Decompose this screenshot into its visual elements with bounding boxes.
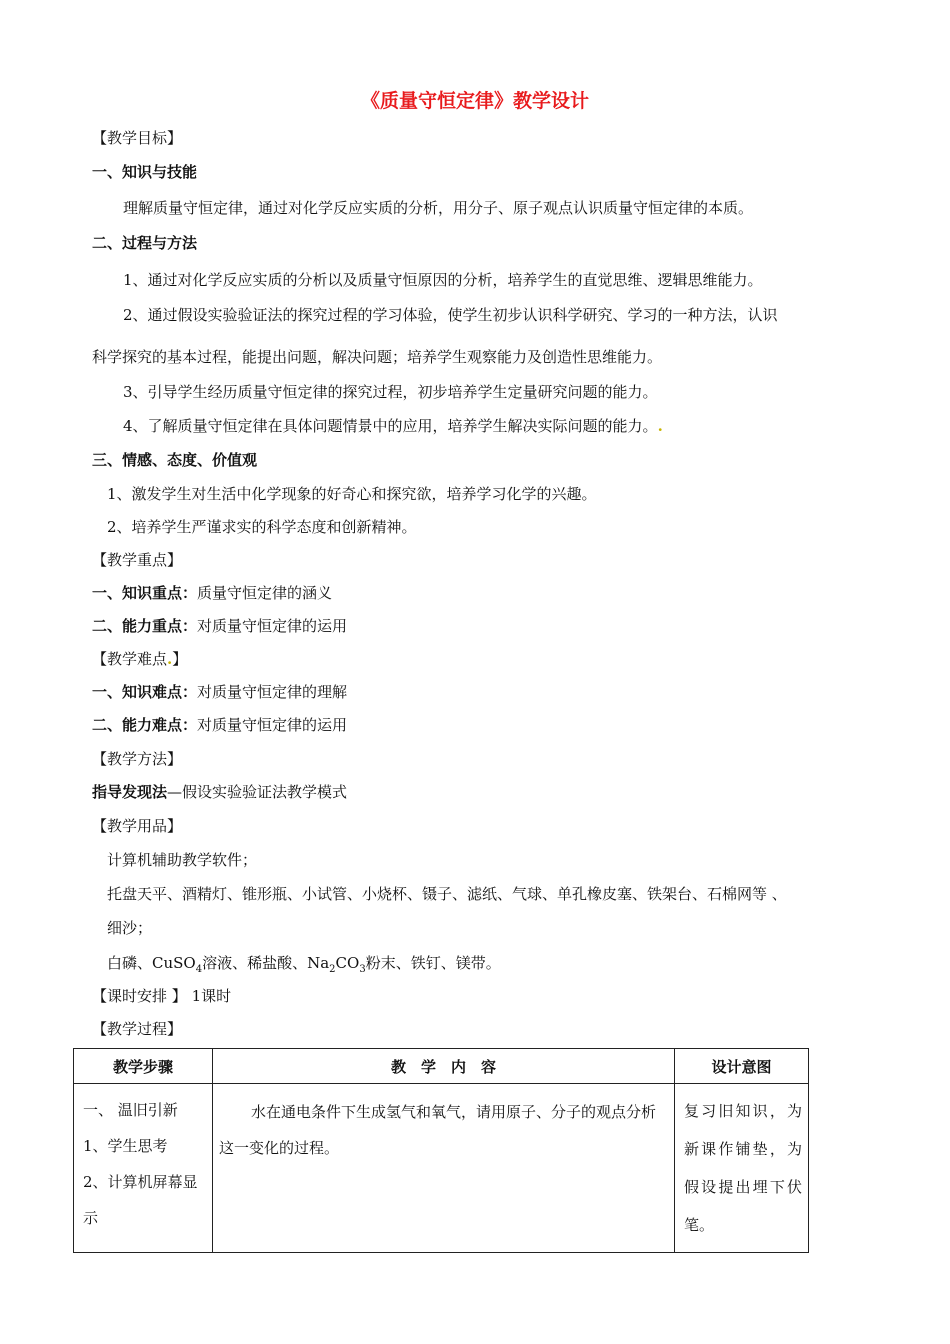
objectives-heading: 【教学目标】 <box>92 129 183 147</box>
ability-difficulty-text: 对质量守恒定律的运用 <box>197 716 348 734</box>
process-heading: 【教学过程】 <box>92 1020 183 1038</box>
header-steps: 教学步骤 <box>74 1049 213 1084</box>
table-row <box>74 1084 809 1253</box>
materials-equipment-line1: 托盘天平、酒精灯、锥形瓶、小试管、小烧杯、镊子、滤纸、气球、单孔橡皮塞、铁架台、石棉网等 、 <box>107 885 787 903</box>
method-description: —假设实验验证法教学模式 <box>167 783 348 801</box>
ability-difficulty <box>92 715 347 735</box>
schedule <box>92 986 231 1006</box>
materials-heading: 【教学用品】 <box>92 817 183 835</box>
method-label: 指导发现法 <box>92 783 168 801</box>
step-item: 一、 温旧引新 <box>83 1101 178 1119</box>
knowledge-key-label: 一、知识重点： <box>92 584 198 602</box>
process-item-4: 4、了解质量守恒定律在具体问题情景中的应用，培养学生解决实际问题的能力。. <box>123 417 663 435</box>
knowledge-key-point <box>92 583 332 603</box>
step-item: 2、计算机屏幕显示 <box>83 1173 198 1227</box>
materials-software: 计算机辅助教学软件； <box>107 851 258 869</box>
knowledge-difficulty-label: 一、知识难点： <box>92 683 198 701</box>
teaching-process-table <box>73 1048 809 1253</box>
key-points-heading: 【教学重点】 <box>92 551 183 569</box>
header-intent: 设计意图 <box>675 1049 809 1084</box>
knowledge-difficulty <box>92 682 347 702</box>
ability-difficulty-label: 二、能力难点： <box>92 716 198 734</box>
difficulties-heading: 【教学难点.】 <box>92 650 188 668</box>
process-item-1: 1、通过对化学反应实质的分析以及质量守恒原因的分析，培养学生的直觉思维、逻辑思维能力。 <box>123 271 763 289</box>
ability-key-point <box>92 616 347 636</box>
emotion-item-2: 2、培养学生严谨求实的科学态度和创新精神。 <box>107 518 417 536</box>
knowledge-skills-heading: 一、知识与技能 <box>92 163 198 181</box>
table-header-row <box>74 1049 809 1084</box>
ability-key-text: 对质量守恒定律的运用 <box>197 617 348 635</box>
method-text <box>92 782 347 802</box>
content-cell: 水在通电条件下生成氢气和氧气，请用原子、分子的观点分析这一变化的过程。 <box>213 1084 675 1253</box>
header-content: 教 学 内 容 <box>213 1049 675 1084</box>
process-item-2-line1: 2、通过假设实验验证法的探究过程的学习体验，使学生初步认识科学研究、学习的一种方法，认识 <box>123 306 778 324</box>
knowledge-key-text: 质量守恒定律的涵义 <box>197 584 333 602</box>
materials-chemicals: 白磷、CuSO$_4$溶液、稀盐酸、$Na_2CO_3$粉末、铁钉、镁带。 <box>107 954 501 975</box>
knowledge-skills-text: 理解质量守恒定律，通过对化学反应实质的分析，用分子、原子观点认识质量守恒定律的本质。 <box>123 199 754 217</box>
process-method-heading: 二、过程与方法 <box>92 234 198 252</box>
ability-key-label: 二、能力重点： <box>92 617 198 635</box>
process-item-3: 3、引导学生经历质量守恒定律的探究过程，初步培养学生定量研究问题的能力。 <box>123 383 658 401</box>
document-title: 《质量守恒定律》教学设计 <box>360 90 589 112</box>
stray-dot: . <box>657 417 663 435</box>
schedule-value: 1课时 <box>191 987 232 1005</box>
method-heading: 【教学方法】 <box>92 750 183 768</box>
materials-equipment-line2: 细沙； <box>107 919 153 937</box>
intent-cell: 复习旧知识，为新课作铺垫，为假设提出埋下伏笔。 <box>675 1084 809 1253</box>
step-item: 1、学生思考 <box>83 1137 168 1155</box>
schedule-label: 【课时安排 】 <box>92 987 187 1005</box>
steps-cell <box>74 1084 213 1253</box>
knowledge-difficulty-text: 对质量守恒定律的理解 <box>197 683 348 701</box>
emotion-item-1: 1、激发学生对生活中化学现象的好奇心和探究欲，培养学习化学的兴趣。 <box>107 485 597 503</box>
emotion-heading: 三、情感、态度、价值观 <box>92 451 258 469</box>
process-item-2-line2: 科学探究的基本过程，能提出问题，解决问题；培养学生观察能力及创造性思维能力。 <box>92 348 663 366</box>
